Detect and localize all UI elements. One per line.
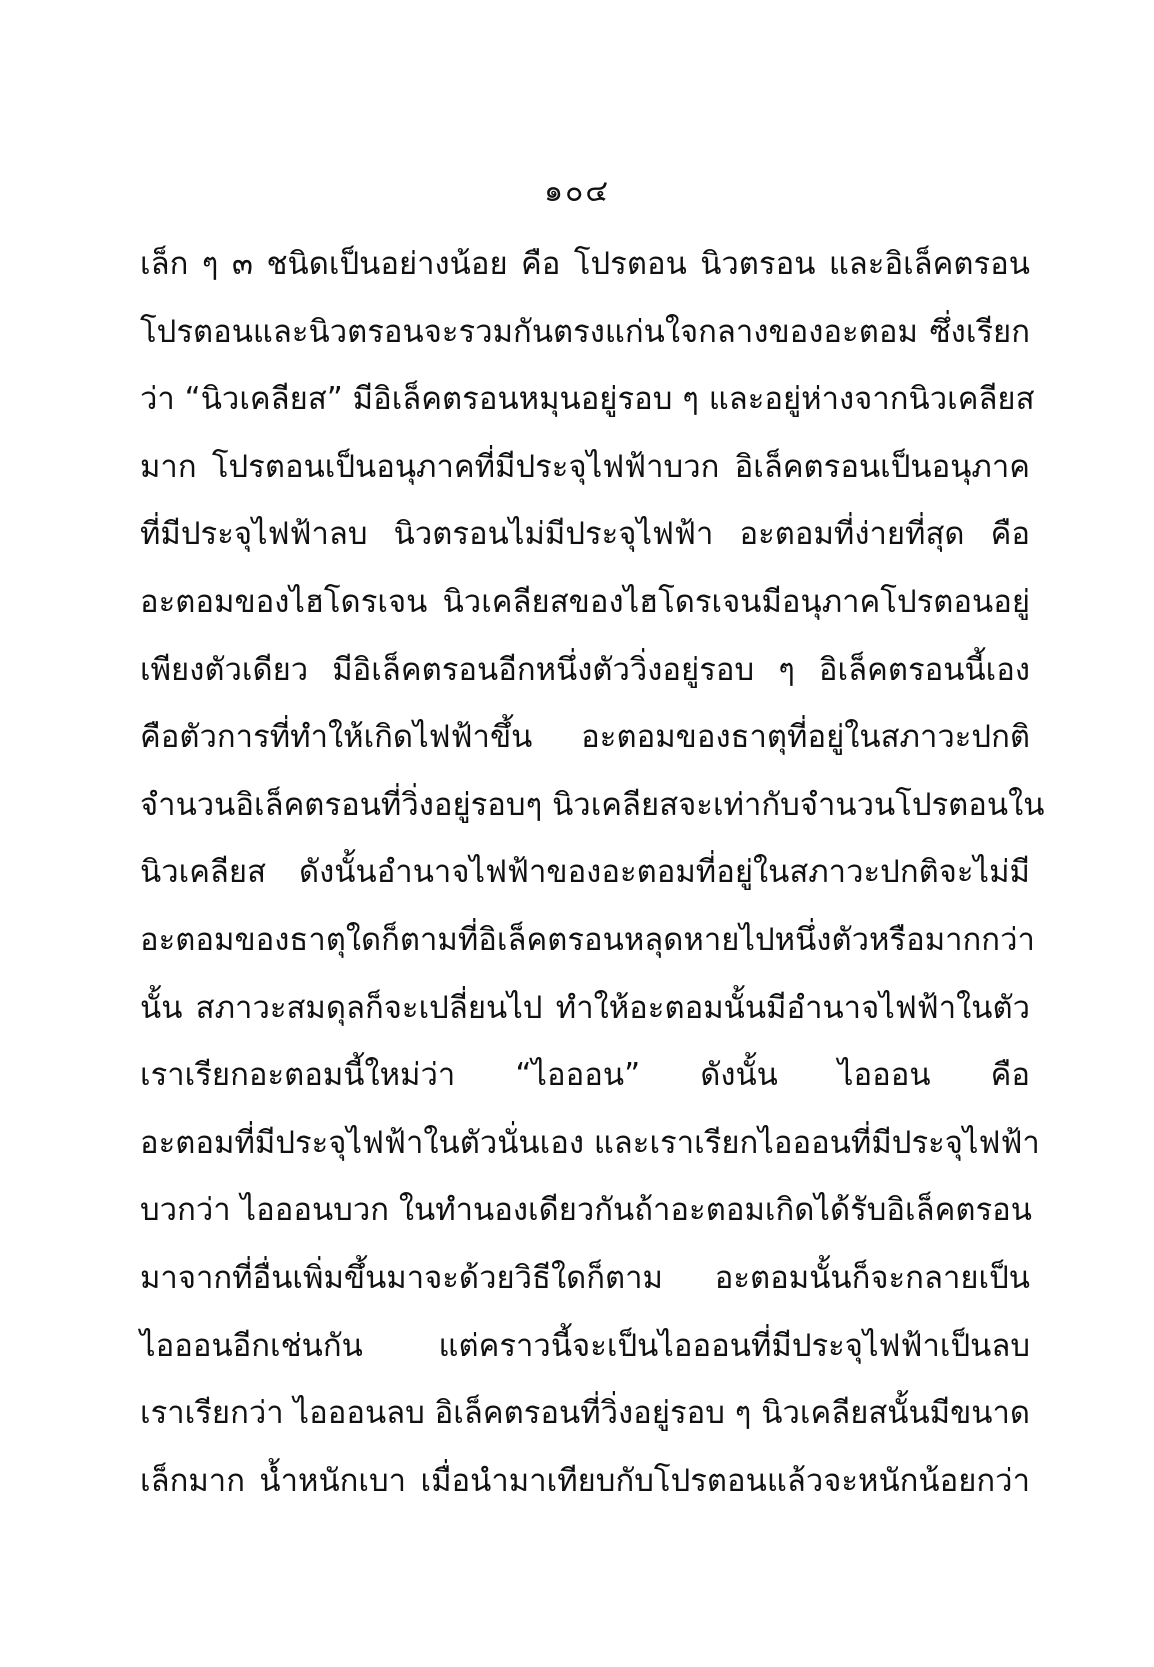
text-line-5: ที่มีประจุไฟฟ้าลบ นิวตรอนไม่มีประจุไฟฟ้า อะตอมที่ง่ายที่สุด คือ — [140, 516, 1030, 553]
text-line-15: บวกว่า ไอออนบวก ในทำนองเดียวกันถ้าอะตอมเกิดได้รับอิเล็คตรอน — [140, 1192, 1032, 1229]
text-line-9: จำนวนอิเล็คตรอนที่วิ่งอยู่รอบๆ นิวเคลียสจะเท่ากับจำนวนโปรตอนใน — [140, 786, 1045, 823]
text-line-6: อะตอมของไฮโดรเจน นิวเคลียสของไฮโดรเจนมีอนุภาคโปรตอนอยู่ — [140, 583, 1030, 620]
text-line-18: เราเรียกว่า ไอออนลบ อิเล็คตรอนที่วิ่งอยู่รอบ ๆ นิวเคลียสนั้นมีขนาด — [140, 1395, 1031, 1432]
text-line-17: ไอออนอีกเช่นกัน แต่คราวนี้จะเป็นไอออนที่มีประจุไฟฟ้าเป็นลบ — [140, 1327, 1030, 1364]
text-line-3: ว่า “นิวเคลียส” มีอิเล็คตรอนหมุนอยู่รอบ ๆ และอยู่ห่างจากนิวเคลียส — [140, 381, 1035, 418]
text-line-12: นั้น สภาวะสมดุลก็จะเปลี่ยนไป ทำให้อะตอมนั้นมีอำนาจไฟฟ้าในตัว — [140, 989, 1030, 1026]
text-line-10: นิวเคลียส ดังนั้นอำนาจไฟฟ้าของอะตอมที่อยู่ในสภาวะปกติจะไม่มี — [140, 854, 1030, 891]
text-line-13: เราเรียกอะตอมนี้ใหม่ว่า “ไอออน” ดังนั้น ไอออน คือ — [140, 1057, 1030, 1094]
text-line-19: เล็กมาก น้ำหนักเบา เมื่อนำมาเทียบกับโปรตอนแล้วจะหนักน้อยกว่า — [140, 1462, 1030, 1499]
text-line-4: มาก โปรตอนเป็นอนุภาคที่มีประจุไฟฟ้าบวก อิเล็คตรอนเป็นอนุภาค — [140, 448, 1030, 485]
body-text — [140, 238, 1045, 1522]
text-line-2: โปรตอนและนิวตรอนจะรวมกันตรงแก่นใจกลางของอะตอม ซึ่งเรียก — [140, 313, 1030, 350]
text-line-16: มาจากที่อื่นเพิ่มขึ้นมาจะด้วยวิธีใดก็ตาม อะตอมนั้นก็จะกลายเป็น — [140, 1259, 1030, 1296]
text-line-8: คือตัวการที่ทำให้เกิดไฟฟ้าขึ้น อะตอมของธาตุที่อยู่ในสภาวะปกติ — [140, 719, 1030, 756]
text-line-1: เล็ก ๆ ๓ ชนิดเป็นอย่างน้อย คือ โปรตอน นิวตรอน และอิเล็คตรอน — [140, 246, 1030, 282]
page-number: ๑๐๔ — [543, 174, 611, 209]
text-line-11: อะตอมของธาตุใดก็ตามที่อิเล็คตรอนหลุดหายไปหนึ่งตัวหรือมากกว่า — [140, 921, 1035, 958]
text-line-7: เพียงตัวเดียว มีอิเล็คตรอนอีกหนึ่งตัววิ่งอยู่รอบ ๆ อิเล็คตรอนนี้เอง — [140, 651, 1030, 688]
text-line-14: อะตอมที่มีประจุไฟฟ้าในตัวนั่นเอง และเราเรียกไอออนที่มีประจุไฟฟ้า — [140, 1124, 1040, 1161]
